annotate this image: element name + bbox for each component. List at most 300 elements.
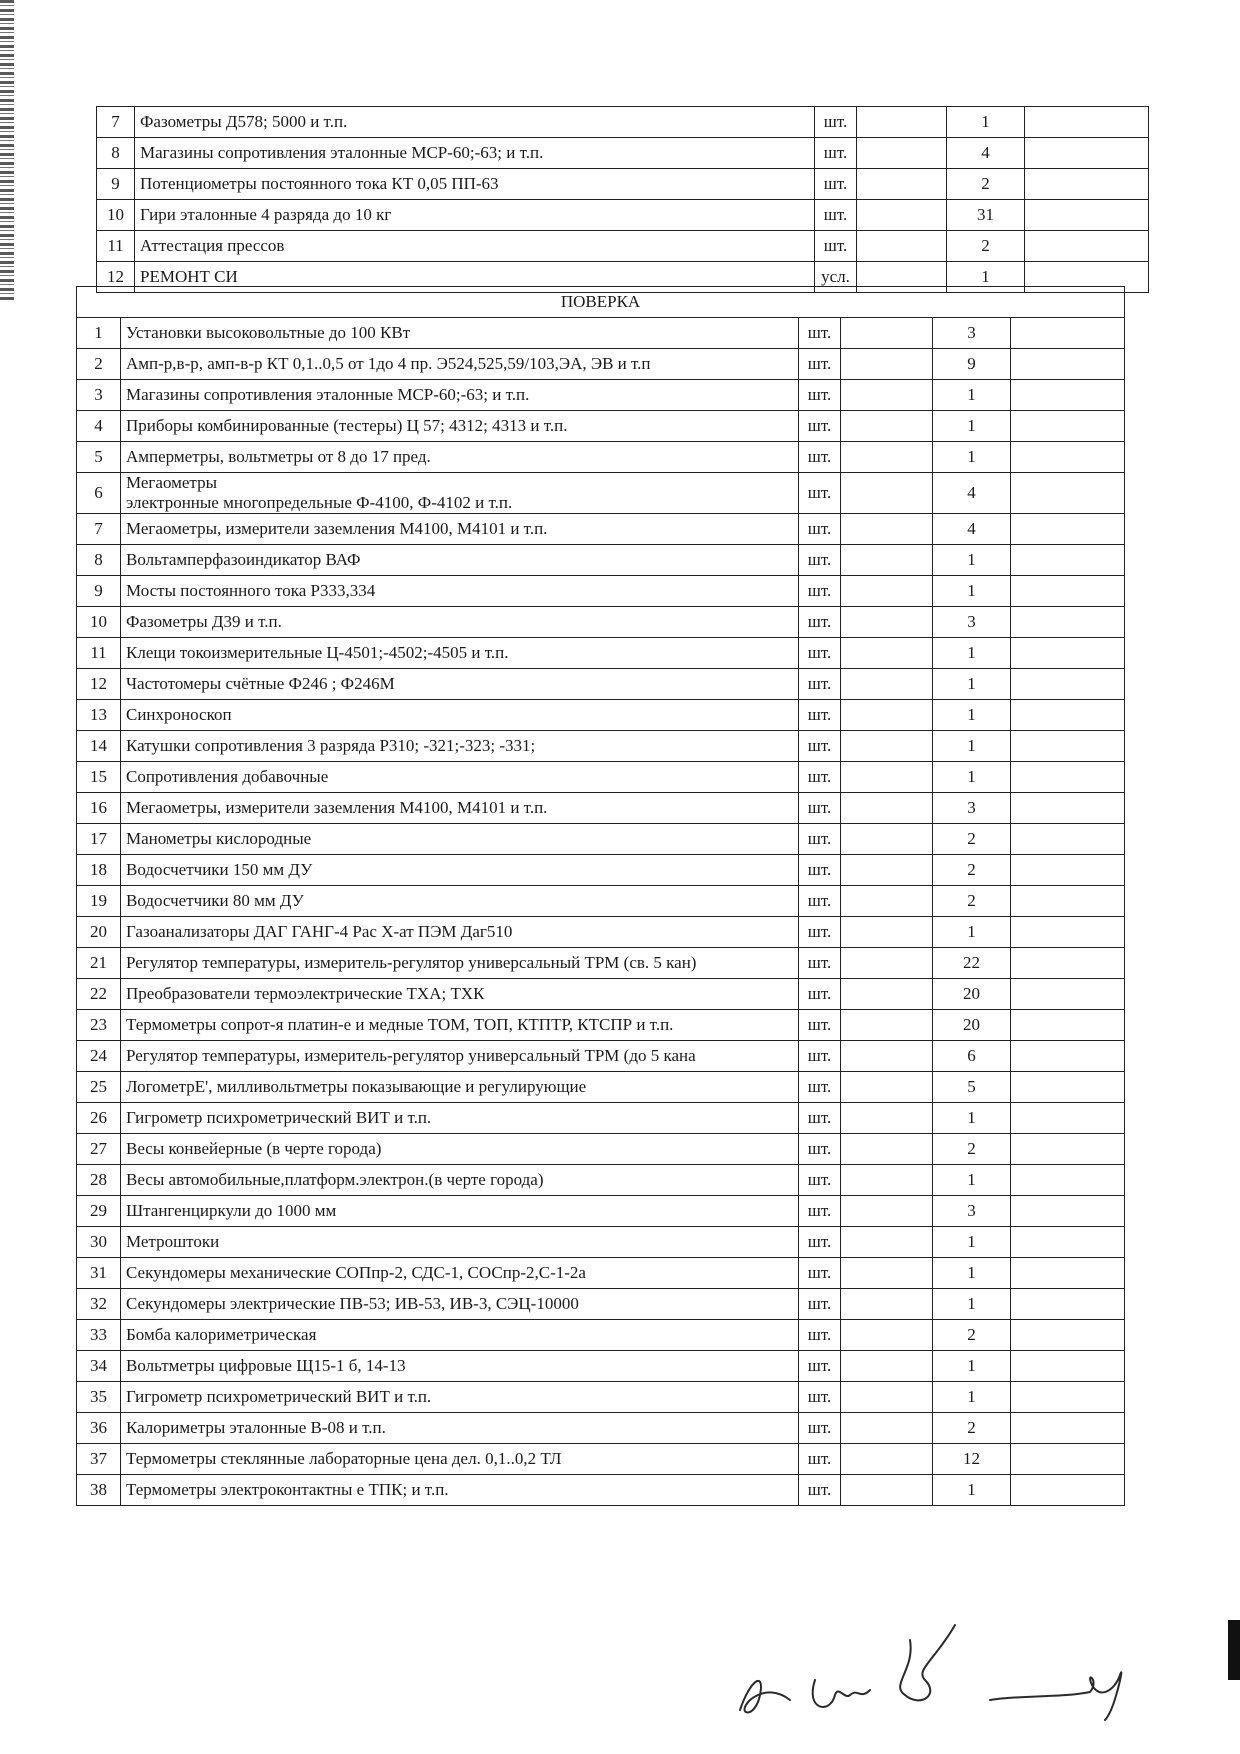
empty-cell <box>841 669 933 700</box>
empty-cell <box>1011 514 1125 545</box>
unit-cell: шт. <box>799 917 841 948</box>
item-name: Водосчетчики 80 мм ДУ <box>121 886 799 917</box>
empty-cell <box>1011 1134 1125 1165</box>
item-name-line1: Мегаометры <box>126 473 217 492</box>
empty-cell <box>841 380 933 411</box>
row-number: 25 <box>77 1072 121 1103</box>
table-row <box>77 948 1125 979</box>
table-row <box>97 200 1149 231</box>
table-row <box>77 380 1125 411</box>
unit-cell: шт. <box>799 1258 841 1289</box>
table-row <box>77 545 1125 576</box>
table-row <box>77 793 1125 824</box>
unit-cell: шт. <box>799 948 841 979</box>
unit-cell: шт. <box>815 107 857 138</box>
table-row <box>77 1196 1125 1227</box>
row-number: 33 <box>77 1320 121 1351</box>
quantity-cell: 1 <box>947 107 1025 138</box>
table-row <box>97 169 1149 200</box>
unit-cell: шт. <box>799 1041 841 1072</box>
empty-cell <box>1011 1444 1125 1475</box>
table-row <box>77 1475 1125 1506</box>
table-row <box>77 1258 1125 1289</box>
item-name: Гири эталонные 4 разряда до 10 кг <box>135 200 815 231</box>
empty-cell <box>1011 762 1125 793</box>
item-name: Катушки сопротивления 3 разряда Р310; -321;-323; -331; <box>121 731 799 762</box>
quantity-cell: 2 <box>933 1320 1011 1351</box>
empty-cell <box>1011 1475 1125 1506</box>
empty-cell <box>857 169 947 200</box>
row-number: 31 <box>77 1258 121 1289</box>
unit-cell: шт. <box>799 1227 841 1258</box>
empty-cell <box>841 576 933 607</box>
empty-cell <box>1025 169 1149 200</box>
empty-cell <box>1011 318 1125 349</box>
empty-cell <box>841 1196 933 1227</box>
item-name: Клещи токоизмерительные Ц-4501;-4502;-4505 и т.п. <box>121 638 799 669</box>
table-row <box>97 138 1149 169</box>
empty-cell <box>1025 138 1149 169</box>
empty-cell <box>841 514 933 545</box>
item-name: Аттестация прессов <box>135 231 815 262</box>
row-number: 26 <box>77 1103 121 1134</box>
empty-cell <box>857 200 947 231</box>
unit-cell: шт. <box>799 669 841 700</box>
item-name: Преобразователи термоэлектрические ТХА; ТХК <box>121 979 799 1010</box>
empty-cell <box>1011 1041 1125 1072</box>
quantity-cell: 3 <box>933 793 1011 824</box>
empty-cell <box>1011 1320 1125 1351</box>
item-name: Магазины сопротивления эталонные МСР-60;-63; и т.п. <box>121 380 799 411</box>
item-name: Весы конвейерные (в черте города) <box>121 1134 799 1165</box>
table-row <box>77 1320 1125 1351</box>
table-row <box>77 700 1125 731</box>
quantity-cell: 6 <box>933 1041 1011 1072</box>
quantity-cell: 1 <box>933 669 1011 700</box>
item-name <box>121 473 799 514</box>
quantity-cell: 2 <box>947 169 1025 200</box>
unit-cell: шт. <box>799 442 841 473</box>
empty-cell <box>841 917 933 948</box>
unit-cell: шт. <box>799 1165 841 1196</box>
quantity-cell: 1 <box>933 1289 1011 1320</box>
unit-cell: шт. <box>799 1320 841 1351</box>
quantity-cell: 1 <box>933 1103 1011 1134</box>
item-name: Секундомеры механические СОПпр-2, СДС-1, СОСпр-2,С-1-2а <box>121 1258 799 1289</box>
quantity-cell: 12 <box>933 1444 1011 1475</box>
item-name: Вольтамперфазоиндикатор ВАФ <box>121 545 799 576</box>
table-row <box>77 1010 1125 1041</box>
unit-cell: шт. <box>799 886 841 917</box>
item-name: Амп-р,в-р, амп-в-р КТ 0,1..0,5 от 1до 4 пр. Э524,525,59/103,ЭА, ЭВ и т.п <box>121 349 799 380</box>
row-number: 36 <box>77 1413 121 1444</box>
quantity-cell: 1 <box>933 411 1011 442</box>
section-header-row <box>77 287 1125 318</box>
empty-cell <box>841 948 933 979</box>
row-number: 5 <box>77 442 121 473</box>
quantity-cell: 1 <box>933 1165 1011 1196</box>
empty-cell <box>841 1289 933 1320</box>
unit-cell: шт. <box>799 545 841 576</box>
unit-cell: шт. <box>799 731 841 762</box>
row-number: 32 <box>77 1289 121 1320</box>
table-row <box>77 669 1125 700</box>
item-name: Регулятор температуры, измеритель-регулятор универсальный ТРМ (до 5 кана <box>121 1041 799 1072</box>
empty-cell <box>1011 824 1125 855</box>
unit-cell: шт. <box>799 1010 841 1041</box>
table-row <box>77 1134 1125 1165</box>
empty-cell <box>1011 1413 1125 1444</box>
empty-cell <box>841 1041 933 1072</box>
unit-cell: шт. <box>799 411 841 442</box>
quantity-cell: 4 <box>933 473 1011 514</box>
empty-cell <box>841 545 933 576</box>
quantity-cell: 9 <box>933 349 1011 380</box>
row-number: 12 <box>97 262 135 293</box>
table-row <box>77 1413 1125 1444</box>
quantity-cell: 1 <box>933 762 1011 793</box>
item-name: Сопротивления добавочные <box>121 762 799 793</box>
item-name: Приборы комбинированные (тестеры) Ц 57; 4312; 4313 и т.п. <box>121 411 799 442</box>
item-name: Вольтметры цифровые Щ15-1 б, 14-13 <box>121 1351 799 1382</box>
empty-cell <box>841 1134 933 1165</box>
table-row <box>77 886 1125 917</box>
row-number: 8 <box>97 138 135 169</box>
table-row <box>77 824 1125 855</box>
table-row <box>77 1227 1125 1258</box>
table-row <box>77 442 1125 473</box>
unit-cell: шт. <box>799 762 841 793</box>
unit-cell: шт. <box>799 318 841 349</box>
empty-cell <box>1011 855 1125 886</box>
table-row <box>77 1165 1125 1196</box>
unit-cell: шт. <box>799 1289 841 1320</box>
row-number: 10 <box>77 607 121 638</box>
table-row <box>97 107 1149 138</box>
item-name: Весы автомобильные,платформ.электрон.(в черте города) <box>121 1165 799 1196</box>
table-row <box>77 1289 1125 1320</box>
empty-cell <box>841 442 933 473</box>
row-number: 1 <box>77 318 121 349</box>
empty-cell <box>841 855 933 886</box>
empty-cell <box>1011 1351 1125 1382</box>
item-name: Секундомеры электрические ПВ-53; ИВ-53, ИВ-3, СЭЦ-10000 <box>121 1289 799 1320</box>
unit-cell: шт. <box>799 1351 841 1382</box>
table-row <box>77 731 1125 762</box>
scan-edge-marks <box>0 0 14 300</box>
empty-cell <box>1011 1258 1125 1289</box>
quantity-cell: 1 <box>933 917 1011 948</box>
item-name: Метроштоки <box>121 1227 799 1258</box>
quantity-cell: 1 <box>933 442 1011 473</box>
unit-cell: шт. <box>799 1382 841 1413</box>
empty-cell <box>1011 411 1125 442</box>
row-number: 19 <box>77 886 121 917</box>
unit-cell: шт. <box>799 1072 841 1103</box>
row-number: 15 <box>77 762 121 793</box>
item-name: Водосчетчики 150 мм ДУ <box>121 855 799 886</box>
table-row <box>77 855 1125 886</box>
empty-cell <box>841 473 933 514</box>
item-name: Синхроноскоп <box>121 700 799 731</box>
empty-cell <box>1011 1289 1125 1320</box>
quantity-cell: 1 <box>933 700 1011 731</box>
row-number: 7 <box>77 514 121 545</box>
empty-cell <box>841 824 933 855</box>
table-row <box>77 1382 1125 1413</box>
quantity-cell: 2 <box>933 1413 1011 1444</box>
empty-cell <box>1011 700 1125 731</box>
item-name: Регулятор температуры, измеритель-регулятор универсальный ТРМ (св. 5 кан) <box>121 948 799 979</box>
item-name: Гигрометр психрометрический ВИТ и т.п. <box>121 1103 799 1134</box>
empty-cell <box>1011 473 1125 514</box>
unit-cell: шт. <box>799 824 841 855</box>
row-number: 17 <box>77 824 121 855</box>
item-name: Термометры стеклянные лабораторные цена дел. 0,1..0,2 ТЛ <box>121 1444 799 1475</box>
unit-cell: шт. <box>799 1444 841 1475</box>
table-row <box>77 1041 1125 1072</box>
row-number: 37 <box>77 1444 121 1475</box>
table-row <box>77 318 1125 349</box>
unit-cell: шт. <box>799 700 841 731</box>
unit-cell: шт. <box>799 979 841 1010</box>
item-name: Частотомеры счётные Ф246 ; Ф246М <box>121 669 799 700</box>
empty-cell <box>1011 669 1125 700</box>
empty-cell <box>841 349 933 380</box>
table-row <box>77 1072 1125 1103</box>
item-name: ЛогометрЕ', милливольтметры показывающие и регулирующие <box>121 1072 799 1103</box>
unit-cell: шт. <box>799 793 841 824</box>
unit-cell: усл. <box>815 262 857 293</box>
verification-table <box>76 286 1125 1506</box>
quantity-cell: 1 <box>933 1382 1011 1413</box>
item-name: Термометры электроконтактны е ТПК; и т.п. <box>121 1475 799 1506</box>
empty-cell <box>841 1413 933 1444</box>
quantity-cell: 1 <box>947 262 1025 293</box>
row-number: 20 <box>77 917 121 948</box>
row-number: 11 <box>77 638 121 669</box>
empty-cell <box>1011 607 1125 638</box>
empty-cell <box>1011 1072 1125 1103</box>
item-name: Установки высоковольтные до 100 КВт <box>121 318 799 349</box>
row-number: 7 <box>97 107 135 138</box>
row-number: 29 <box>77 1196 121 1227</box>
row-number: 6 <box>77 473 121 514</box>
empty-cell <box>857 138 947 169</box>
unit-cell: шт. <box>799 514 841 545</box>
item-name: Газоанализаторы ДАГ ГАНГ-4 Рас Х-ат ПЭМ Даг510 <box>121 917 799 948</box>
unit-cell: шт. <box>799 1475 841 1506</box>
quantity-cell: 2 <box>933 1134 1011 1165</box>
quantity-cell: 20 <box>933 1010 1011 1041</box>
row-number: 30 <box>77 1227 121 1258</box>
row-number: 35 <box>77 1382 121 1413</box>
empty-cell <box>841 793 933 824</box>
row-number: 16 <box>77 793 121 824</box>
row-number: 28 <box>77 1165 121 1196</box>
quantity-cell: 4 <box>947 138 1025 169</box>
quantity-cell: 1 <box>933 545 1011 576</box>
quantity-cell: 1 <box>933 731 1011 762</box>
empty-cell <box>841 638 933 669</box>
quantity-cell: 3 <box>933 318 1011 349</box>
item-name: Фазометры Д39 и т.п. <box>121 607 799 638</box>
row-number: 22 <box>77 979 121 1010</box>
table-row <box>77 607 1125 638</box>
empty-cell <box>1011 979 1125 1010</box>
empty-cell <box>1011 380 1125 411</box>
table-row <box>77 514 1125 545</box>
row-number: 27 <box>77 1134 121 1165</box>
table-row <box>77 576 1125 607</box>
quantity-cell: 20 <box>933 979 1011 1010</box>
table-row <box>77 1444 1125 1475</box>
empty-cell <box>841 886 933 917</box>
quantity-cell: 5 <box>933 1072 1011 1103</box>
empty-cell <box>841 1072 933 1103</box>
empty-cell <box>841 1165 933 1196</box>
item-name: Гигрометр психрометрический ВИТ и т.п. <box>121 1382 799 1413</box>
section-title: ПОВЕРКА <box>77 287 1125 318</box>
row-number: 4 <box>77 411 121 442</box>
quantity-cell: 3 <box>933 1196 1011 1227</box>
quantity-cell: 1 <box>933 380 1011 411</box>
item-name: Мегаометры, измерители заземления М4100, М4101 и т.п. <box>121 514 799 545</box>
empty-cell <box>1011 1196 1125 1227</box>
row-number: 9 <box>97 169 135 200</box>
empty-cell <box>841 1351 933 1382</box>
empty-cell <box>841 1320 933 1351</box>
row-number: 11 <box>97 231 135 262</box>
item-name: Мегаометры, измерители заземления М4100, М4101 и т.п. <box>121 793 799 824</box>
table-row <box>77 411 1125 442</box>
row-number: 3 <box>77 380 121 411</box>
table-row <box>77 473 1125 514</box>
empty-cell <box>1011 793 1125 824</box>
empty-cell <box>1011 1165 1125 1196</box>
row-number: 18 <box>77 855 121 886</box>
item-name: Магазины сопротивления эталонные МСР-60;-63; и т.п. <box>135 138 815 169</box>
row-number: 8 <box>77 545 121 576</box>
empty-cell <box>1011 576 1125 607</box>
item-name: Фазометры Д578; 5000 и т.п. <box>135 107 815 138</box>
quantity-cell: 2 <box>933 855 1011 886</box>
empty-cell <box>841 1010 933 1041</box>
quantity-cell: 2 <box>947 231 1025 262</box>
row-number: 14 <box>77 731 121 762</box>
empty-cell <box>841 1227 933 1258</box>
quantity-cell: 1 <box>933 1258 1011 1289</box>
empty-cell <box>1025 107 1149 138</box>
quantity-cell: 1 <box>933 1227 1011 1258</box>
quantity-cell: 22 <box>933 948 1011 979</box>
unit-cell: шт. <box>815 169 857 200</box>
empty-cell <box>1011 917 1125 948</box>
row-number: 23 <box>77 1010 121 1041</box>
quantity-cell: 31 <box>947 200 1025 231</box>
unit-cell: шт. <box>799 380 841 411</box>
row-number: 24 <box>77 1041 121 1072</box>
item-name-line2: электронные многопредельные Ф-4100, Ф-4102 и т.п. <box>126 493 513 512</box>
unit-cell: шт. <box>799 1103 841 1134</box>
table-row <box>77 917 1125 948</box>
unit-cell: шт. <box>799 473 841 514</box>
empty-cell <box>841 1475 933 1506</box>
signatures <box>720 1600 1200 1730</box>
empty-cell <box>841 1258 933 1289</box>
table-row <box>77 979 1125 1010</box>
empty-cell <box>1025 200 1149 231</box>
unit-cell: шт. <box>799 607 841 638</box>
empty-cell <box>1025 231 1149 262</box>
unit-cell: шт. <box>799 855 841 886</box>
unit-cell: шт. <box>815 231 857 262</box>
quantity-cell: 1 <box>933 1351 1011 1382</box>
table-row <box>97 231 1149 262</box>
quantity-cell: 1 <box>933 638 1011 669</box>
table-row <box>77 1351 1125 1382</box>
row-number: 21 <box>77 948 121 979</box>
empty-cell <box>841 762 933 793</box>
empty-cell <box>1011 948 1125 979</box>
unit-cell: шт. <box>815 138 857 169</box>
quantity-cell: 2 <box>933 824 1011 855</box>
row-number: 34 <box>77 1351 121 1382</box>
empty-cell <box>841 1382 933 1413</box>
empty-cell <box>841 318 933 349</box>
table-row <box>77 762 1125 793</box>
item-name: РЕМОНТ СИ <box>135 262 815 293</box>
unit-cell: шт. <box>799 1196 841 1227</box>
empty-cell <box>1011 1103 1125 1134</box>
empty-cell <box>1011 731 1125 762</box>
table-row <box>77 349 1125 380</box>
unit-cell: шт. <box>799 349 841 380</box>
item-name: Манометры кислородные <box>121 824 799 855</box>
table-row <box>77 638 1125 669</box>
empty-cell <box>857 231 947 262</box>
quantity-cell: 3 <box>933 607 1011 638</box>
item-name: Калориметры эталонные В-08 и т.п. <box>121 1413 799 1444</box>
row-number: 9 <box>77 576 121 607</box>
empty-cell <box>1011 1382 1125 1413</box>
item-name: Мосты постоянного тока Р333,334 <box>121 576 799 607</box>
item-name: Термометры сопрот-я платин-е и медные ТОМ, ТОП, КТПТР, КТСПР и т.п. <box>121 1010 799 1041</box>
empty-cell <box>1011 349 1125 380</box>
unit-cell: шт. <box>799 1134 841 1165</box>
empty-cell <box>841 731 933 762</box>
empty-cell <box>1011 545 1125 576</box>
empty-cell <box>1011 1227 1125 1258</box>
empty-cell <box>841 979 933 1010</box>
row-number: 13 <box>77 700 121 731</box>
item-name: Потенциометры постоянного тока КТ 0,05 ПП-63 <box>135 169 815 200</box>
empty-cell <box>857 107 947 138</box>
item-name: Штангенциркули до 1000 мм <box>121 1196 799 1227</box>
empty-cell <box>841 700 933 731</box>
row-number: 10 <box>97 200 135 231</box>
unit-cell: шт. <box>815 200 857 231</box>
instruments-table-top <box>96 106 1149 293</box>
unit-cell: шт. <box>799 1413 841 1444</box>
table-row <box>77 1103 1125 1134</box>
quantity-cell: 2 <box>933 886 1011 917</box>
quantity-cell: 1 <box>933 576 1011 607</box>
empty-cell <box>1011 1010 1125 1041</box>
unit-cell: шт. <box>799 638 841 669</box>
row-number: 12 <box>77 669 121 700</box>
quantity-cell: 1 <box>933 1475 1011 1506</box>
